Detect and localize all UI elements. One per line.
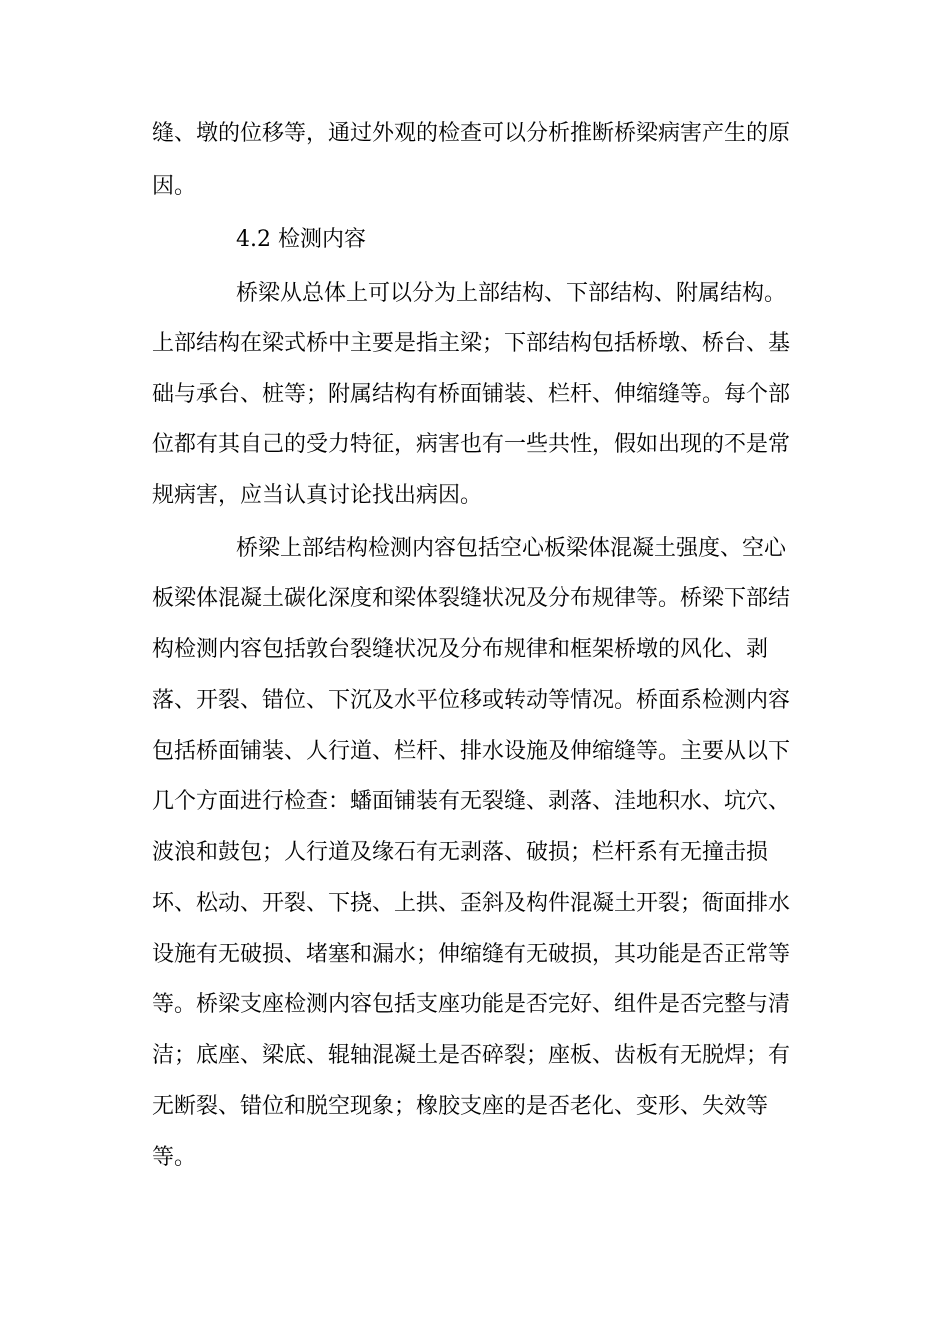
text-line: 上部结构在梁式桥中主要是指主梁；下部结构包括桥墩、桥台、基 bbox=[152, 331, 791, 356]
section-heading: 4.2 检测内容 bbox=[236, 227, 366, 252]
text-line: 洁；底座、梁底、辊轴混凝土是否碎裂；座板、齿板有无脱焊；有 bbox=[152, 1043, 791, 1068]
text-line: 无断裂、错位和脱空现象；橡胶支座的是否老化、变形、失效等 bbox=[152, 1094, 769, 1119]
text-line: 位都有其自己的受力特征，病害也有一些共性，假如出现的不是常 bbox=[152, 432, 791, 457]
text-line: 设施有无破损、堵塞和漏水；伸缩缝有无破损，其功能是否正常等 bbox=[152, 942, 791, 967]
text-line: 构检测内容包括敦台裂缝状况及分布规律和框架桥墩的风化、剥 bbox=[152, 637, 769, 662]
text-line: 等。桥梁支座检测内容包括支座功能是否完好、组件是否完整与清 bbox=[152, 992, 791, 1017]
text-line: 板梁体混凝土碳化深度和梁体裂缝状况及分布规律等。桥梁下部结 bbox=[152, 586, 791, 611]
text-line: 落、开裂、错位、下沉及水平位移或转动等情况。桥面系检测内容 bbox=[152, 688, 791, 713]
text-line: 础与承台、桩等；附属结构有桥面铺装、栏杆、伸缩缝等。每个部 bbox=[152, 382, 791, 407]
text-line: 几个方面进行检查：蟠面铺装有无裂缝、剥落、洼地积水、坑穴、 bbox=[152, 789, 791, 814]
text-line: 波浪和鼓包；人行道及缘石有无剥落、破损；栏杆系有无撞击损 bbox=[152, 840, 769, 865]
text-line: 桥梁上部结构检测内容包括空心板梁体混凝土强度、空心 bbox=[236, 536, 787, 561]
text-line: 坏、松动、开裂、下挠、上拱、歪斜及构件混凝土开裂；衙面排水 bbox=[152, 891, 791, 916]
text-line: 缝、墩的位移等，通过外观的检查可以分析推断桥梁病害产生的原 bbox=[152, 121, 791, 146]
text-line: 因。 bbox=[152, 174, 197, 199]
text-line: 等。 bbox=[152, 1145, 197, 1170]
text-line: 包括桥面铺装、人行道、栏杆、排水设施及伸缩缝等。主要从以下 bbox=[152, 739, 791, 764]
text-line: 规病害，应当认真讨论找出病因。 bbox=[152, 483, 483, 508]
text-line: 桥梁从总体上可以分为上部结构、下部结构、附属结构。 bbox=[236, 281, 787, 306]
